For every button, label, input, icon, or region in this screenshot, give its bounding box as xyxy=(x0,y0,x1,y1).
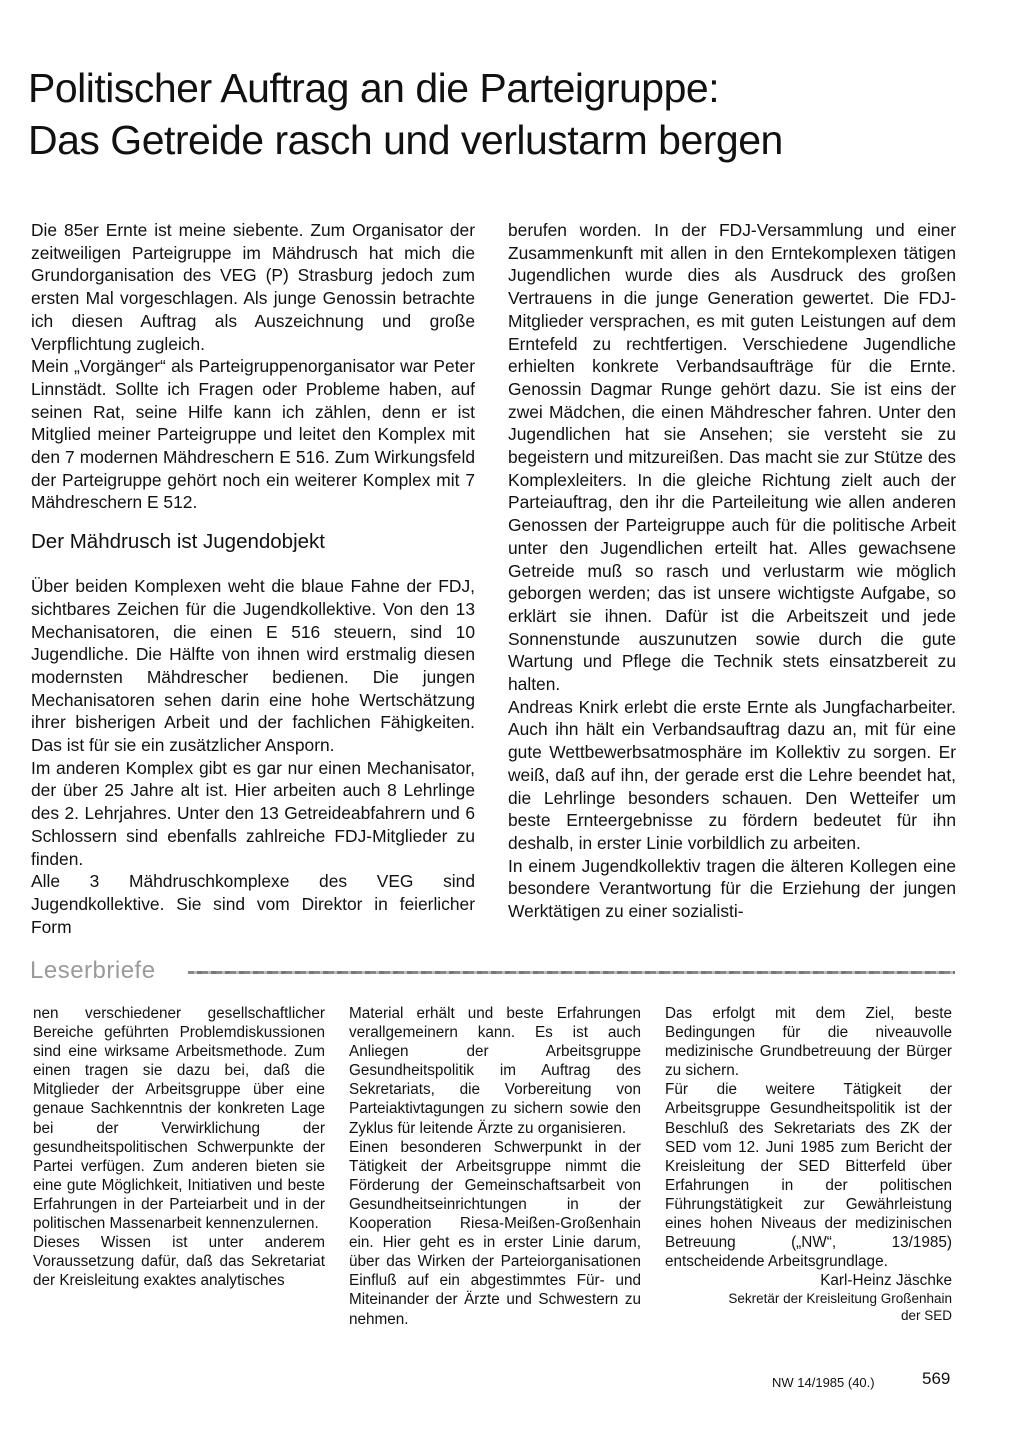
section-divider xyxy=(188,971,955,974)
author-role-org: der SED xyxy=(900,1308,952,1324)
article-title xyxy=(28,62,988,166)
paragraph: Für die weitere Tätigkeit der Arbeitsgruppe Gesundheitspolitik ist der Beschluß des Sekretariats des ZK der SED vom 12. Juni 1985 zum Bericht der Kreisleitung der SED Bitterfeld über Erfahrungen in der politischen Führungstätigkeit zur Gewährleistung eines hohen Niveaus der medizinischen Betreuung („NW“, 13/1985) entscheidende Arbeitsgrundlage. xyxy=(665,1081,952,1271)
title-line-2: Das Getreide rasch und verlustarm bergen xyxy=(28,117,783,163)
article-subheading: Der Mähdrusch ist Jugendobjekt xyxy=(31,530,325,554)
section-label: Leserbriefe xyxy=(30,957,156,984)
author-role: Sekretär der Kreisleitung Großenhain xyxy=(728,1291,952,1307)
paragraph: nen verschiedener gesellschaftlicher Bereiche geführten Problemdiskussionen sind eine wirksame Arbeitsmethode. Zum einen tragen sie dazu bei, daß die Mitglieder der Arbeitsgruppe über eine genaue Sachkenntnis der konkreten Lage bei der Verwirklichung der gesundheitspolitischen Schwerpunkte der Partei verfügen. Zum anderen bieten sie eine gute Möglichkeit, Initiativen und beste Erfahrungen in der Parteiarbeit und in der politischen Massenarbeit kennenzulernen. xyxy=(33,1005,325,1233)
letter-column-3 xyxy=(665,1004,952,1324)
letter-column-1 xyxy=(33,1004,325,1290)
paragraph: Material erhält und beste Erfahrungen verallgemeinern kann. Es ist auch Anliegen der Arbeitsgruppe Gesundheitspolitik im Auftrag des Sekretariats, die Vorbereitung von Parteiaktivtagungen zu sichern sowie den Zyklus für leitende Ärzte zu organisieren. xyxy=(349,1005,641,1137)
paragraph: Andreas Knirk erlebt die erste Ernte als Jungfacharbeiter. Auch ihn hält ein Verbandsauftrag dazu an, mit für eine gute Wettbewerbsatmosphäre im Kollektiv zu sorgen. Er weiß, daß auf ihn, der gerade erst die Lehre beendet hat, die Lehrlinge besonders schauen. Den Wetteifer um beste Ernteergebnisse zu fördern bedeutet für ihn deshalb, in erster Linie vorbildlich zu arbeiten. xyxy=(508,696,956,853)
paragraph: Das erfolgt mit dem Ziel, beste Bedingungen für die niveauvolle medizinische Grundbetreuung der Bürger zu sichern. xyxy=(665,1005,952,1080)
title-line-1: Politischer Auftrag an die Parteigruppe: xyxy=(28,65,720,111)
paragraph: Dieses Wissen ist unter anderem Voraussetzung dafür, daß das Sekretariat der Kreisleitung exaktes analytisches xyxy=(33,1234,325,1290)
paragraph: Im anderen Komplex gibt es gar nur einen Mechanisator, der über 25 Jahre alt ist. Hier arbeiten auch 8 Lehrlinge des 2. Lehrjahres. Unter den 13 Getreideabfahrern und 6 Schlossern sind ebenfalls zahlreiche FDJ-Mitglieder zu finden. xyxy=(31,757,475,869)
paragraph: Alle 3 Mähdruschkomplexe des VEG sind Jugendkollektive. Sie sind vom Direktor in feierlicher Form xyxy=(31,871,475,937)
page-number: 569 xyxy=(922,1369,951,1388)
paragraph: Über beiden Komplexen weht die blaue Fahne der FDJ, sichtbares Zeichen für die Jugendkollektive. Von den 13 Mechanisatoren, die einen E 516 steuern, sind 10 Jugendliche. Die Hälfte von ihnen wird erstmalig diesen modernsten Mähdrescher bedienen. Die jungen Mechanisatoren sehen darin eine hohe Wertschätzung ihrer bisherigen Arbeit und der fachlichen Fähigkeiten. Das ist für sie ein zusätzlicher Ansporn. xyxy=(31,576,475,756)
section-header xyxy=(30,957,955,985)
paragraph: Mein „Vorgänger“ als Parteigruppenorganisator war Peter Linnstädt. Sollte ich Fragen oder Probleme haben, auf seinen Rat, seine Hilfe kann ich zählen, denn er ist Mitglied meiner Parteigruppe und leitet den Komplex mit den 7 modernen Mähdreschern E 516. Zum Wirkungsfeld der Parteigruppe gehört noch ein weiterer Komplex mit 7 Mähdreschern E 512. xyxy=(31,356,475,513)
letter-column-2 xyxy=(349,1004,641,1329)
issue-label: NW 14/1985 (40.) xyxy=(772,1375,875,1390)
paragraph: Die 85er Ernte ist meine siebente. Zum Organisator der zeitweiligen Parteigruppe im Mähdrusch hat mich die Grundorganisation des VEG (P) Strasburg jedoch zum ersten Mal vorgeschlagen. Als junge Genossin betrachte ich diesen Auftrag als Auszeichnung und große Verpflichtung zugleich. xyxy=(31,220,475,354)
paragraph: berufen worden. In der FDJ-Versammlung und einer Zusammenkunft mit allen in den Erntekomplexen tätigen Jugendlichen wurde dies als Ausdruck des großen Vertrauens in die junge Generation gewertet. Die FDJ-Mitglieder versprachen, es mit guten Leistungen auf dem Erntefeld zu rechtfertigen. Verschiedene Jugendliche erhielten konkrete Verbandsaufträge für die Ernte. Genossin Dagmar Runge gehört dazu. Sie ist eins der zwei Mädchen, die einen Mähdrescher fahren. Unter den Jugendlichen hat sie Ansehen; sie versteht sie zu begeistern und mitzureißen. Das macht sie zur Stütze des Komplexleiters. In die gleiche Richtung zielt auch der Parteiauftrag, den ihr die Parteileitung wie allen anderen Genossen der Parteigruppe auch für die politische Arbeit unter den Jugendlichen erteilt hat. Alles gewachsene Getreide muß so rasch und verlustarm wie möglich geborgen werden; das ist unsere wichtigste Aufgabe, so erklärt sie ihnen. Dafür ist die Arbeitszeit und jede Sonnenstunde auszunutzen sowie durch die gute Wartung und Pflege die Technik stets einsatzbereit zu halten. xyxy=(508,220,956,695)
article-column-1 xyxy=(31,219,475,938)
article-column-2 xyxy=(508,219,956,923)
author-name: Karl-Heinz Jäschke xyxy=(820,1272,952,1290)
paragraph: Einen besonderen Schwerpunkt in der Tätigkeit der Arbeitsgruppe nimmt die Förderung der Gemeinschaftsarbeit von Gesundheitseinrichtungen in der Kooperation Riesa-Meißen-Großenhain ein. Hier geht es in erster Linie darum, über das Wirken der Parteiorganisationen Einfluß auf ein abgestimmtes Für- und Miteinander der Ärzte und Schwestern zu nehmen. xyxy=(349,1138,641,1328)
paragraph: In einem Jugendkollektiv tragen die älteren Kollegen eine besondere Verantwortung für die Erziehung der jungen Werktätigen zu einer sozialisti- xyxy=(508,855,956,922)
